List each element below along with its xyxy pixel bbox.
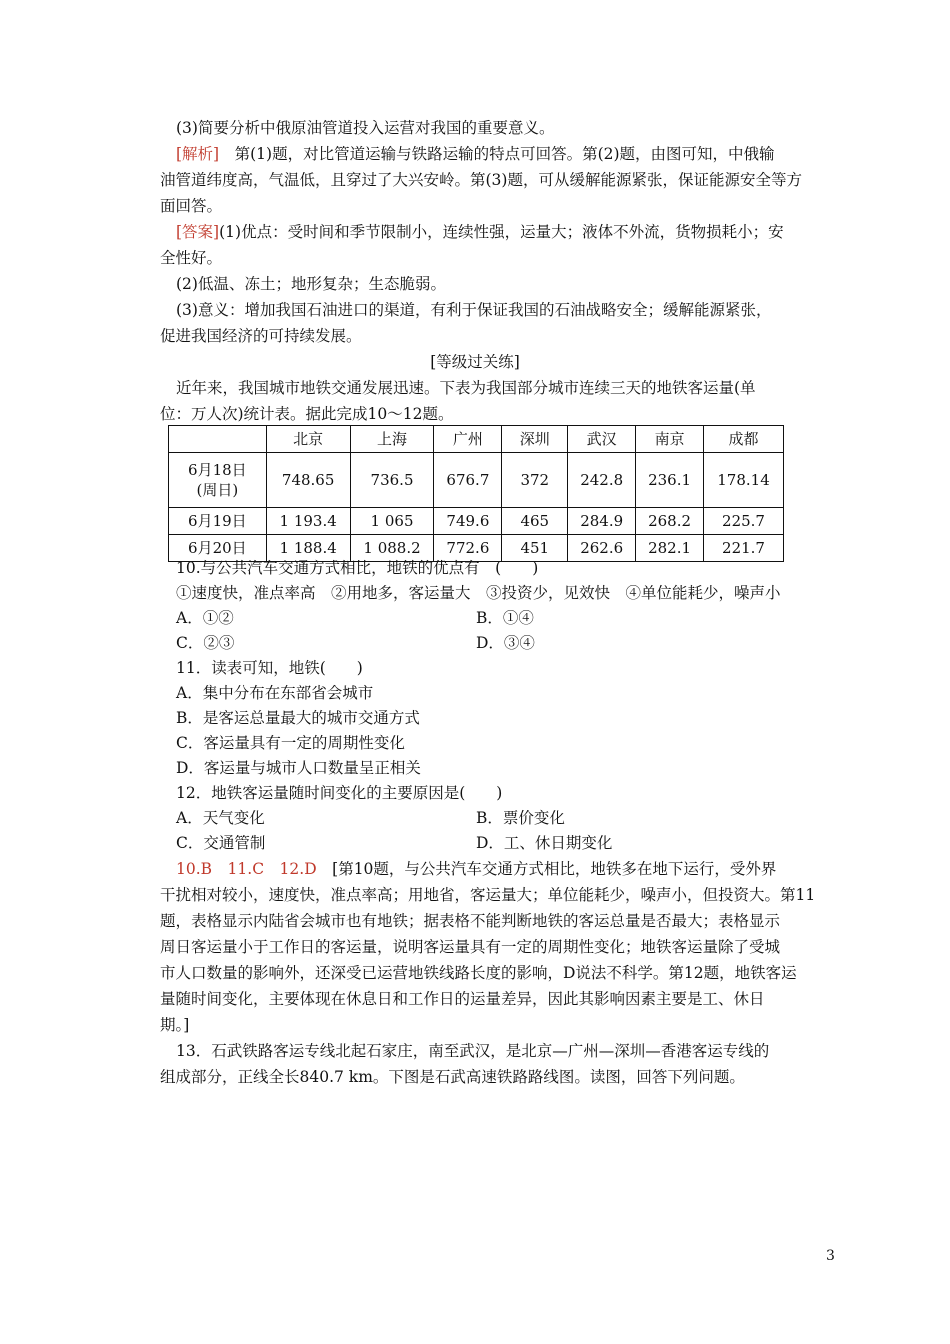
table-cell: 242.8	[568, 453, 636, 508]
option-a: A．天气变化	[176, 809, 265, 827]
table-cell: 262.6	[568, 535, 636, 562]
table-cell: 1 065	[350, 508, 434, 535]
answers-10-12-line-4: 周日客运量小于工作日的客运量，说明客运量具有一定的周期性变化；地铁客运量除了受城	[160, 938, 781, 956]
table-cell: 676.7	[434, 453, 502, 508]
table-header-cell: 深圳	[502, 426, 568, 453]
option-b: B．票价变化	[476, 809, 565, 827]
table-cell: 451	[502, 535, 568, 562]
table-cell: 465	[502, 508, 568, 535]
table-header-cell	[169, 426, 267, 453]
question-13-line-2: 组成部分，正线全长840.7 km。下图是石武高速铁路路线图。读图，回答下列问题。	[160, 1068, 745, 1086]
question-10-statements: ①速度快，准点率高 ②用地多，客运量大 ③投资少，见效快 ④单位能耗少，噪声小	[176, 584, 781, 602]
answer-line-2: 全性好。	[160, 249, 223, 267]
date-cell: 6月20日	[169, 535, 267, 562]
table-header-cell: 武汉	[568, 426, 636, 453]
table-cell: 178.14	[704, 453, 784, 508]
question-12-options-cd	[176, 832, 613, 854]
answer-line-3: (2)低温、冻土；地形复杂；生态脆弱。	[176, 275, 446, 293]
analysis-line-2: 油管道纬度高，气温低，且穿过了大兴安岭。第(3)题，可从缓解能源紧张，保证能源安全等方	[160, 171, 802, 189]
option-d: D．客运量与城市人口数量呈正相关	[176, 759, 421, 777]
table-header-cell: 广州	[434, 426, 502, 453]
table-header-cell: 南京	[636, 426, 704, 453]
answers-10-12-line-5: 市人口数量的影响外，还深受已运营地铁线路长度的影响，D说法不科学。第12题，地铁客运	[160, 964, 797, 982]
section-title: [等级过关练]	[430, 353, 520, 371]
analysis-line-3: 面回答。	[160, 197, 223, 215]
option-c: C．②③	[176, 634, 235, 652]
table-cell: 772.6	[434, 535, 502, 562]
question-12-options-ab	[176, 807, 565, 829]
analysis-line-1: [解析] 第(1)题，对比管道运输与铁路运输的特点可回答。第(2)题，由图可知，中俄输	[176, 145, 775, 163]
table-cell: 284.9	[568, 508, 636, 535]
table-header-cell: 北京	[266, 426, 350, 453]
table-cell: 221.7	[704, 535, 784, 562]
table-cell: 1 193.4	[266, 508, 350, 535]
option-d: D．工、休日期变化	[476, 834, 613, 852]
option-c: C．交通管制	[176, 834, 266, 852]
table-cell: 282.1	[636, 535, 704, 562]
question-13-line-1: 13．石武铁路客运专线北起石家庄，南至武汉，是北京—广州—深圳—香港客运专线的	[176, 1042, 770, 1060]
table-row	[169, 508, 784, 535]
table-header-row	[169, 426, 784, 453]
page-number: 3	[826, 1248, 835, 1264]
answers-10-12-line-7: 期。]	[160, 1016, 190, 1034]
table-cell: 236.1	[636, 453, 704, 508]
question-3-text: (3)简要分析中俄原油管道投入运营对我国的重要意义。	[176, 119, 555, 137]
table-cell: 749.6	[434, 508, 502, 535]
answers-tag: 10.B 11.C 12.D	[176, 860, 317, 878]
option-b: B．是客运总量最大的城市交通方式	[176, 709, 420, 727]
answers-10-12-line-1: 10.B 11.C 12.D [第10题，与公共汽车交通方式相比，地铁多在地下运行，受外界	[176, 860, 777, 878]
answers-10-12-line-2: 干扰相对较小，速度快，准点率高；用地省，客运量大；单位能耗少，噪声小，但投资大。第11	[160, 886, 816, 904]
option-c: C．客运量具有一定的周期性变化	[176, 734, 405, 752]
intro-line-2: 位：万人次)统计表。据此完成10～12题。	[160, 405, 454, 423]
table-cell: 372	[502, 453, 568, 508]
option-d: D．③④	[476, 634, 535, 652]
subway-ridership-table	[168, 425, 784, 562]
answer-line-1: [答案](1)优点：受时间和季节限制小，连续性强，运量大；液体不外流，货物损耗小；安	[176, 223, 784, 241]
date-cell: 6月19日	[169, 508, 267, 535]
option-b: B．①④	[476, 609, 534, 627]
question-10-options-cd	[176, 632, 535, 654]
option-a: A．集中分布在东部省会城市	[176, 684, 374, 702]
answer-tag: [答案]	[176, 223, 220, 241]
analysis-tag: [解析]	[176, 145, 220, 163]
answer-line-4: (3)意义：增加我国石油进口的渠道，有利于保证我国的石油战略安全；缓解能源紧张，	[176, 301, 772, 319]
question-11-stem: 11．读表可知，地铁( )	[176, 659, 363, 677]
question-10-stem: 10.与公共汽车交通方式相比，地铁的优点有 ( )	[176, 559, 539, 577]
table-cell: 736.5	[350, 453, 434, 508]
table-row	[169, 453, 784, 508]
option-a: A．①②	[176, 609, 234, 627]
date-cell: 6月18日 (周日)	[169, 453, 267, 508]
answers-10-12-line-6: 量随时间变化，主要体现在休息日和工作日的运量差异，因此其影响因素主要是工、休日	[160, 990, 765, 1008]
answers-10-12-line-3: 题，表格显示内陆省会城市也有地铁；据表格不能判断地铁的客运总量是否最大；表格显示	[160, 912, 781, 930]
table-cell: 268.2	[636, 508, 704, 535]
question-12-stem: 12．地铁客运量随时间变化的主要原因是( )	[176, 784, 503, 802]
table-cell: 1 188.4	[266, 535, 350, 562]
table-header-cell: 成都	[704, 426, 784, 453]
table-header-cell: 上海	[350, 426, 434, 453]
table-cell: 225.7	[704, 508, 784, 535]
answer-line-5: 促进我国经济的可持续发展。	[160, 327, 362, 345]
table-cell: 748.65	[266, 453, 350, 508]
intro-line-1: 近年来，我国城市地铁交通发展迅速。下表为我国部分城市连续三天的地铁客运量(单	[176, 379, 756, 397]
table-cell: 1 088.2	[350, 535, 434, 562]
question-10-options-ab	[176, 607, 534, 629]
